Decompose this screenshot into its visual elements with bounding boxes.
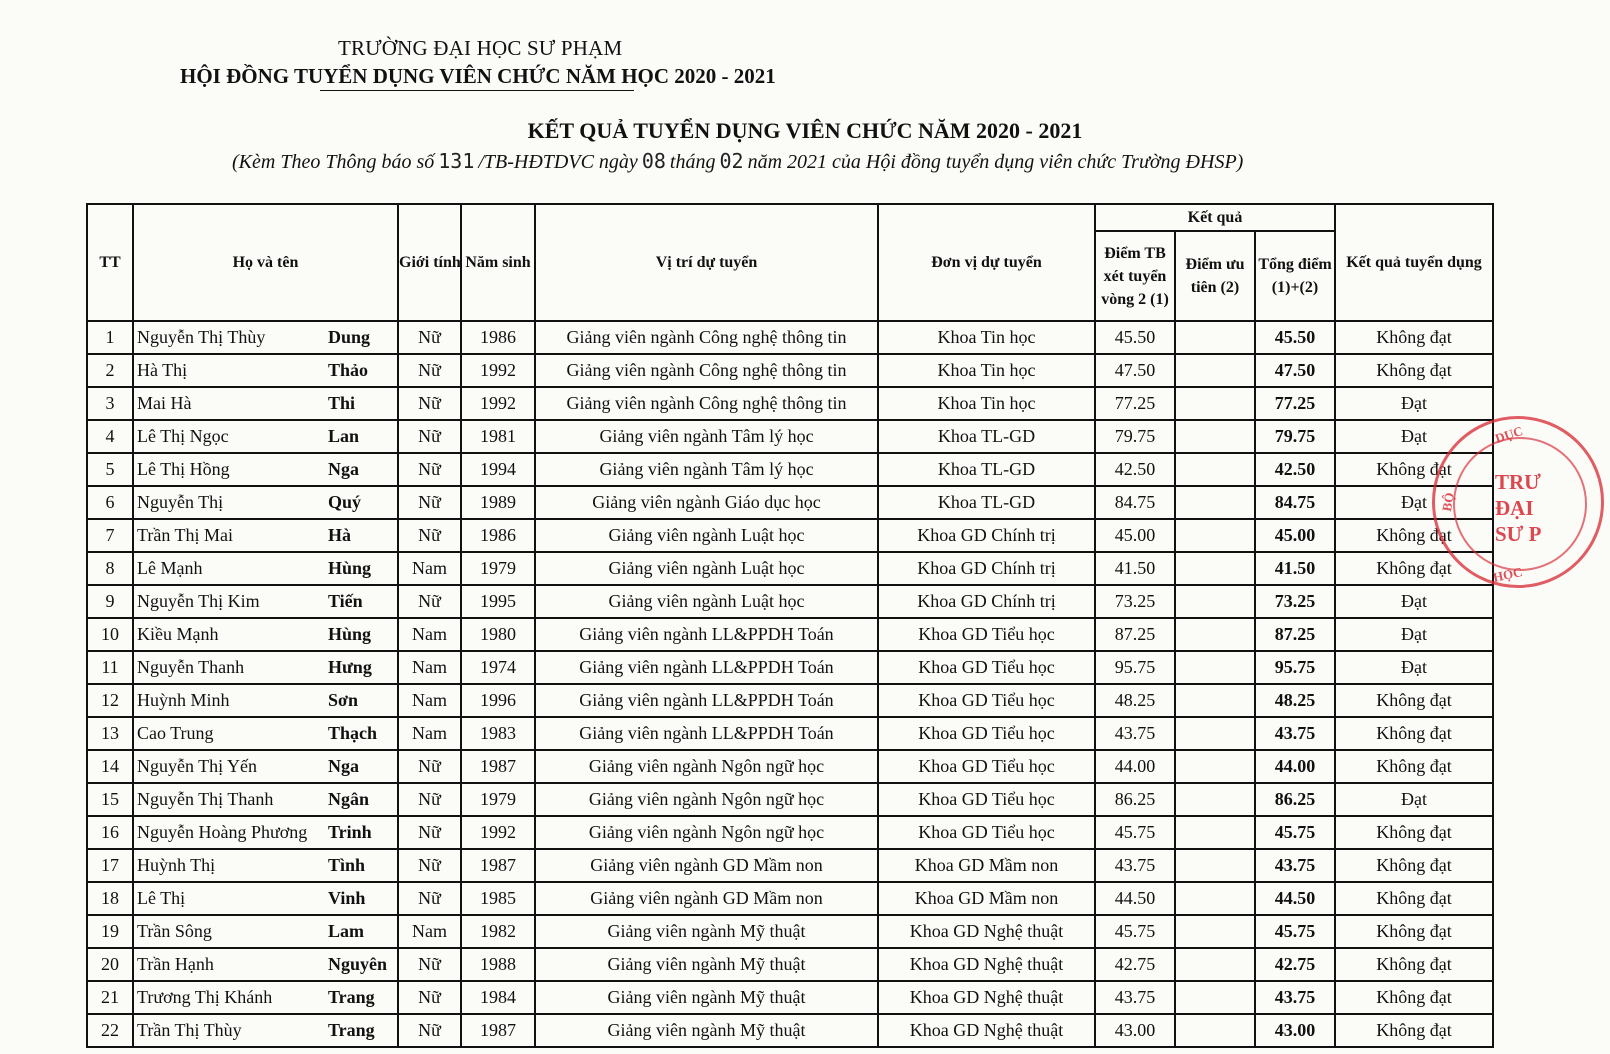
cell-priority-score [1175, 1014, 1255, 1047]
cell-unit: Khoa TL-GD [878, 420, 1095, 453]
cell-given-name: Hùng [326, 618, 398, 651]
cell-full-name: Trương Thị Khánh [133, 981, 326, 1014]
cell-score-round2: 42.75 [1095, 948, 1175, 981]
cell-outcome: Không đạt [1335, 453, 1493, 486]
cell-birth-year: 1985 [461, 882, 535, 915]
cell-birth-year: 1986 [461, 321, 535, 354]
cell-full-name: Nguyễn Thị Thùy [133, 321, 326, 354]
cell-row-number: 14 [87, 750, 133, 783]
cell-position: Giảng viên ngành Luật học [535, 552, 878, 585]
header-outcome: Kết quả tuyển dụng [1335, 204, 1493, 321]
cell-given-name: Trinh [326, 816, 398, 849]
cell-given-name: Lan [326, 420, 398, 453]
cell-position: Giảng viên ngành GD Mầm non [535, 882, 878, 915]
cell-total-score: 43.75 [1255, 981, 1335, 1014]
cell-birth-year: 1984 [461, 981, 535, 1014]
table-row [87, 684, 1493, 717]
seal-line3: SƯ P [1495, 522, 1542, 546]
cell-row-number: 4 [87, 420, 133, 453]
cell-position: Giảng viên ngành Mỹ thuật [535, 948, 878, 981]
cell-priority-score [1175, 321, 1255, 354]
cell-position: Giảng viên ngành LL&PPDH Toán [535, 684, 878, 717]
cell-unit: Khoa TL-GD [878, 453, 1095, 486]
header-score1: Điểm TB xét tuyển vòng 2 (1) [1095, 231, 1175, 321]
cell-full-name: Nguyễn Thị Yến [133, 750, 326, 783]
cell-row-number: 3 [87, 387, 133, 420]
cell-gender: Nữ [398, 453, 461, 486]
council-underline [320, 90, 634, 91]
cell-total-score: 42.75 [1255, 948, 1335, 981]
cell-score-round2: 45.00 [1095, 519, 1175, 552]
cell-position: Giảng viên ngành Luật học [535, 585, 878, 618]
table-row [87, 519, 1493, 552]
university-name: TRƯỜNG ĐẠI HỌC SƯ PHẠM [338, 36, 623, 60]
cell-total-score: 43.00 [1255, 1014, 1335, 1047]
cell-unit: Khoa GD Chính trị [878, 519, 1095, 552]
cell-given-name: Thạch [326, 717, 398, 750]
table-row [87, 420, 1493, 453]
cell-unit: Khoa GD Chính trị [878, 552, 1095, 585]
cell-row-number: 9 [87, 585, 133, 618]
cell-gender: Nữ [398, 816, 461, 849]
cell-total-score: 86.25 [1255, 783, 1335, 816]
cell-score-round2: 43.00 [1095, 1014, 1175, 1047]
cell-priority-score [1175, 618, 1255, 651]
cell-birth-year: 1988 [461, 948, 535, 981]
notice-number: 131 [438, 149, 475, 173]
header-unit: Đơn vị dự tuyển [878, 204, 1095, 321]
cell-gender: Nữ [398, 486, 461, 519]
cell-given-name: Nga [326, 453, 398, 486]
cell-given-name: Nguyên [326, 948, 398, 981]
cell-given-name: Thảo [326, 354, 398, 387]
cell-outcome: Đạt [1335, 783, 1493, 816]
cell-priority-score [1175, 453, 1255, 486]
cell-row-number: 15 [87, 783, 133, 816]
cell-position: Giảng viên ngành Ngôn ngữ học [535, 783, 878, 816]
cell-outcome: Không đạt [1335, 882, 1493, 915]
seal-text [1495, 469, 1541, 547]
header-gender: Giới tính [398, 204, 461, 321]
cell-outcome: Đạt [1335, 420, 1493, 453]
cell-outcome: Không đạt [1335, 1014, 1493, 1047]
cell-score-round2: 86.25 [1095, 783, 1175, 816]
cell-total-score: 79.75 [1255, 420, 1335, 453]
cell-position: Giảng viên ngành Luật học [535, 519, 878, 552]
cell-given-name: Ngân [326, 783, 398, 816]
cell-score-round2: 87.25 [1095, 618, 1175, 651]
cell-priority-score [1175, 684, 1255, 717]
cell-given-name: Hưng [326, 651, 398, 684]
cell-position: Giảng viên ngành Công nghệ thông tin [535, 354, 878, 387]
cell-full-name: Nguyễn Hoàng Phương [133, 816, 326, 849]
cell-gender: Nam [398, 651, 461, 684]
cell-score-round2: 47.50 [1095, 354, 1175, 387]
cell-full-name: Trần Thị Mai [133, 519, 326, 552]
cell-row-number: 5 [87, 453, 133, 486]
cell-row-number: 19 [87, 915, 133, 948]
header-score2: Điểm ưu tiên (2) [1175, 231, 1255, 321]
cell-given-name: Tiến [326, 585, 398, 618]
cell-row-number: 17 [87, 849, 133, 882]
cell-score-round2: 77.25 [1095, 387, 1175, 420]
cell-row-number: 8 [87, 552, 133, 585]
cell-row-number: 12 [87, 684, 133, 717]
cell-score-round2: 45.75 [1095, 816, 1175, 849]
cell-priority-score [1175, 387, 1255, 420]
cell-row-number: 6 [87, 486, 133, 519]
cell-unit: Khoa GD Tiểu học [878, 750, 1095, 783]
cell-score-round2: 44.50 [1095, 882, 1175, 915]
header-name: Họ và tên [133, 204, 398, 321]
cell-given-name: Lam [326, 915, 398, 948]
cell-priority-score [1175, 519, 1255, 552]
cell-outcome: Đạt [1335, 585, 1493, 618]
cell-gender: Nữ [398, 750, 461, 783]
cell-gender: Nữ [398, 519, 461, 552]
cell-outcome: Không đạt [1335, 948, 1493, 981]
table-row [87, 915, 1493, 948]
cell-outcome: Không đạt [1335, 519, 1493, 552]
cell-given-name: Tình [326, 849, 398, 882]
cell-position: Giảng viên ngành GD Mầm non [535, 849, 878, 882]
cell-total-score: 87.25 [1255, 618, 1335, 651]
subtitle-part4: năm 2021 của Hội đồng tuyển dụng viên chức Trường ĐHSP) [747, 151, 1244, 173]
cell-unit: Khoa GD Chính trị [878, 585, 1095, 618]
cell-outcome: Không đạt [1335, 354, 1493, 387]
cell-birth-year: 1992 [461, 387, 535, 420]
subtitle-part3: tháng [669, 151, 716, 173]
cell-birth-year: 1979 [461, 783, 535, 816]
cell-priority-score [1175, 717, 1255, 750]
cell-gender: Nữ [398, 1014, 461, 1047]
cell-full-name: Kiều Mạnh [133, 618, 326, 651]
cell-priority-score [1175, 486, 1255, 519]
cell-unit: Khoa GD Mầm non [878, 882, 1095, 915]
cell-priority-score [1175, 585, 1255, 618]
cell-birth-year: 1983 [461, 717, 535, 750]
cell-total-score: 44.50 [1255, 882, 1335, 915]
cell-priority-score [1175, 882, 1255, 915]
cell-gender: Nữ [398, 882, 461, 915]
cell-gender: Nam [398, 684, 461, 717]
cell-gender: Nữ [398, 354, 461, 387]
cell-gender: Nam [398, 552, 461, 585]
cell-gender: Nữ [398, 948, 461, 981]
cell-given-name: Thi [326, 387, 398, 420]
cell-total-score: 48.25 [1255, 684, 1335, 717]
cell-given-name: Sơn [326, 684, 398, 717]
cell-score-round2: 43.75 [1095, 981, 1175, 1014]
cell-priority-score [1175, 915, 1255, 948]
cell-total-score: 95.75 [1255, 651, 1335, 684]
cell-outcome: Không đạt [1335, 750, 1493, 783]
cell-given-name: Nga [326, 750, 398, 783]
cell-priority-score [1175, 981, 1255, 1014]
cell-total-score: 42.50 [1255, 453, 1335, 486]
cell-full-name: Lê Thị [133, 882, 326, 915]
cell-score-round2: 48.25 [1095, 684, 1175, 717]
cell-gender: Nam [398, 618, 461, 651]
cell-total-score: 41.50 [1255, 552, 1335, 585]
seal-arc-top: DỤC [1493, 423, 1525, 447]
table-row [87, 321, 1493, 354]
cell-priority-score [1175, 783, 1255, 816]
cell-score-round2: 79.75 [1095, 420, 1175, 453]
cell-priority-score [1175, 651, 1255, 684]
cell-outcome: Không đạt [1335, 321, 1493, 354]
cell-gender: Nữ [398, 321, 461, 354]
notice-month: 02 [719, 149, 744, 173]
cell-birth-year: 1987 [461, 750, 535, 783]
cell-row-number: 10 [87, 618, 133, 651]
table-row [87, 816, 1493, 849]
cell-priority-score [1175, 354, 1255, 387]
table-row [87, 486, 1493, 519]
cell-priority-score [1175, 948, 1255, 981]
seal-line2: ĐẠI [1495, 496, 1534, 520]
table-row [87, 783, 1493, 816]
cell-birth-year: 1980 [461, 618, 535, 651]
council-name-text: HỘI ĐỒNG TUYỂN DỤNG VIÊN CHỨC NĂM HỌC 2020 - 2021 [180, 64, 776, 88]
cell-full-name: Lê Mạnh [133, 552, 326, 585]
cell-full-name: Nguyễn Thị Thanh [133, 783, 326, 816]
cell-score-round2: 43.75 [1095, 849, 1175, 882]
cell-position: Giảng viên ngành LL&PPDH Toán [535, 717, 878, 750]
subtitle-part2: /TB-HĐTDVC ngày [478, 151, 638, 173]
cell-total-score: 43.75 [1255, 717, 1335, 750]
cell-full-name: Huỳnh Thị [133, 849, 326, 882]
cell-position: Giảng viên ngành Mỹ thuật [535, 981, 878, 1014]
cell-row-number: 1 [87, 321, 133, 354]
cell-total-score: 45.75 [1255, 915, 1335, 948]
cell-gender: Nữ [398, 420, 461, 453]
table-row [87, 651, 1493, 684]
cell-gender: Nữ [398, 783, 461, 816]
cell-unit: Khoa GD Mầm non [878, 849, 1095, 882]
cell-unit: Khoa GD Nghệ thuật [878, 915, 1095, 948]
table-row [87, 387, 1493, 420]
cell-unit: Khoa TL-GD [878, 486, 1095, 519]
cell-given-name: Vinh [326, 882, 398, 915]
cell-birth-year: 1987 [461, 849, 535, 882]
cell-score-round2: 41.50 [1095, 552, 1175, 585]
cell-score-round2: 45.50 [1095, 321, 1175, 354]
cell-outcome: Không đạt [1335, 915, 1493, 948]
cell-priority-score [1175, 750, 1255, 783]
cell-full-name: Cao Trung [133, 717, 326, 750]
cell-unit: Khoa GD Tiểu học [878, 816, 1095, 849]
results-table [86, 203, 1494, 1048]
cell-total-score: 73.25 [1255, 585, 1335, 618]
cell-given-name: Quý [326, 486, 398, 519]
cell-unit: Khoa GD Tiểu học [878, 684, 1095, 717]
cell-position: Giảng viên ngành Ngôn ngữ học [535, 750, 878, 783]
cell-priority-score [1175, 816, 1255, 849]
cell-unit: Khoa Tin học [878, 354, 1095, 387]
seal-arc-left: BỘ [1438, 491, 1457, 513]
cell-birth-year: 1981 [461, 420, 535, 453]
cell-position: Giảng viên ngành Mỹ thuật [535, 1014, 878, 1047]
cell-given-name: Hùng [326, 552, 398, 585]
cell-full-name: Huỳnh Minh [133, 684, 326, 717]
cell-score-round2: 84.75 [1095, 486, 1175, 519]
cell-priority-score [1175, 849, 1255, 882]
cell-row-number: 18 [87, 882, 133, 915]
table-row [87, 354, 1493, 387]
cell-position: Giảng viên ngành Tâm lý học [535, 453, 878, 486]
cell-unit: Khoa GD Tiểu học [878, 618, 1095, 651]
cell-birth-year: 1987 [461, 1014, 535, 1047]
cell-outcome: Không đạt [1335, 981, 1493, 1014]
table-row [87, 981, 1493, 1014]
table-row [87, 453, 1493, 486]
cell-full-name: Mai Hà [133, 387, 326, 420]
cell-position: Giảng viên ngành LL&PPDH Toán [535, 618, 878, 651]
cell-row-number: 11 [87, 651, 133, 684]
cell-position: Giảng viên ngành Công nghệ thông tin [535, 321, 878, 354]
cell-given-name: Dung [326, 321, 398, 354]
header-total: Tổng điểm (1)+(2) [1255, 231, 1335, 321]
cell-outcome: Đạt [1335, 618, 1493, 651]
header-tt: TT [87, 204, 133, 321]
cell-row-number: 22 [87, 1014, 133, 1047]
seal-line1: TRƯ [1495, 470, 1541, 494]
cell-score-round2: 43.75 [1095, 717, 1175, 750]
cell-row-number: 7 [87, 519, 133, 552]
cell-gender: Nữ [398, 981, 461, 1014]
cell-unit: Khoa Tin học [878, 321, 1095, 354]
table-row [87, 882, 1493, 915]
cell-unit: Khoa GD Nghệ thuật [878, 981, 1095, 1014]
cell-birth-year: 1974 [461, 651, 535, 684]
cell-unit: Khoa Tin học [878, 387, 1095, 420]
cell-outcome: Không đạt [1335, 717, 1493, 750]
cell-full-name: Nguyễn Thanh [133, 651, 326, 684]
cell-full-name: Trần Thị Thùy [133, 1014, 326, 1047]
cell-total-score: 77.25 [1255, 387, 1335, 420]
table-row [87, 750, 1493, 783]
cell-score-round2: 42.50 [1095, 453, 1175, 486]
document-title: KẾT QUẢ TUYỂN DỤNG VIÊN CHỨC NĂM 2020 - 2021 [527, 118, 1083, 143]
header-result-group: Kết quả [1095, 204, 1335, 231]
notice-day: 08 [641, 149, 666, 173]
cell-total-score: 45.00 [1255, 519, 1335, 552]
cell-total-score: 45.75 [1255, 816, 1335, 849]
cell-total-score: 45.50 [1255, 321, 1335, 354]
cell-row-number: 20 [87, 948, 133, 981]
cell-row-number: 16 [87, 816, 133, 849]
cell-outcome: Đạt [1335, 387, 1493, 420]
cell-row-number: 13 [87, 717, 133, 750]
cell-outcome: Không đạt [1335, 552, 1493, 585]
table-row [87, 552, 1493, 585]
cell-outcome: Không đạt [1335, 849, 1493, 882]
cell-birth-year: 1995 [461, 585, 535, 618]
cell-birth-year: 1994 [461, 453, 535, 486]
table-row [87, 717, 1493, 750]
cell-unit: Khoa GD Tiểu học [878, 651, 1095, 684]
cell-birth-year: 1982 [461, 915, 535, 948]
cell-birth-year: 1986 [461, 519, 535, 552]
table-row [87, 585, 1493, 618]
cell-total-score: 47.50 [1255, 354, 1335, 387]
cell-given-name: Hà [326, 519, 398, 552]
cell-birth-year: 1979 [461, 552, 535, 585]
table-row [87, 948, 1493, 981]
cell-row-number: 21 [87, 981, 133, 1014]
cell-position: Giảng viên ngành Mỹ thuật [535, 915, 878, 948]
header-position: Vị trí dự tuyển [535, 204, 878, 321]
header-birth: Năm sinh [461, 204, 535, 321]
cell-given-name: Trang [326, 1014, 398, 1047]
table-row [87, 1014, 1493, 1047]
cell-gender: Nam [398, 915, 461, 948]
cell-full-name: Trần Hạnh [133, 948, 326, 981]
cell-unit: Khoa GD Tiểu học [878, 717, 1095, 750]
cell-unit: Khoa GD Nghệ thuật [878, 1014, 1095, 1047]
cell-row-number: 2 [87, 354, 133, 387]
seal-arc-bottom: HỌC [1491, 564, 1524, 585]
cell-gender: Nữ [398, 387, 461, 420]
cell-score-round2: 45.75 [1095, 915, 1175, 948]
cell-full-name: Nguyễn Thị Kim [133, 585, 326, 618]
cell-unit: Khoa GD Tiểu học [878, 783, 1095, 816]
cell-gender: Nữ [398, 585, 461, 618]
cell-full-name: Lê Thị Ngọc [133, 420, 326, 453]
cell-position: Giảng viên ngành Giáo dục học [535, 486, 878, 519]
cell-given-name: Trang [326, 981, 398, 1014]
cell-outcome: Đạt [1335, 651, 1493, 684]
cell-priority-score [1175, 420, 1255, 453]
cell-score-round2: 95.75 [1095, 651, 1175, 684]
cell-full-name: Lê Thị Hồng [133, 453, 326, 486]
cell-total-score: 84.75 [1255, 486, 1335, 519]
cell-outcome: Đạt [1335, 486, 1493, 519]
cell-gender: Nam [398, 717, 461, 750]
cell-outcome: Không đạt [1335, 816, 1493, 849]
table-row [87, 618, 1493, 651]
cell-gender: Nữ [398, 849, 461, 882]
cell-total-score: 44.00 [1255, 750, 1335, 783]
cell-position: Giảng viên ngành Ngôn ngữ học [535, 816, 878, 849]
cell-birth-year: 1992 [461, 354, 535, 387]
cell-birth-year: 1992 [461, 816, 535, 849]
document-subtitle [232, 149, 1243, 174]
cell-priority-score [1175, 552, 1255, 585]
cell-birth-year: 1996 [461, 684, 535, 717]
cell-total-score: 43.75 [1255, 849, 1335, 882]
cell-full-name: Nguyễn Thị [133, 486, 326, 519]
cell-outcome: Không đạt [1335, 684, 1493, 717]
cell-position: Giảng viên ngành Tâm lý học [535, 420, 878, 453]
official-seal [1432, 416, 1604, 588]
cell-full-name: Hà Thị [133, 354, 326, 387]
council-name [180, 64, 776, 89]
cell-unit: Khoa GD Nghệ thuật [878, 948, 1095, 981]
cell-position: Giảng viên ngành Công nghệ thông tin [535, 387, 878, 420]
subtitle-part1: (Kèm Theo Thông báo số [232, 151, 435, 173]
cell-score-round2: 44.00 [1095, 750, 1175, 783]
table-row [87, 849, 1493, 882]
cell-full-name: Trần Sông [133, 915, 326, 948]
cell-position: Giảng viên ngành LL&PPDH Toán [535, 651, 878, 684]
cell-birth-year: 1989 [461, 486, 535, 519]
cell-score-round2: 73.25 [1095, 585, 1175, 618]
